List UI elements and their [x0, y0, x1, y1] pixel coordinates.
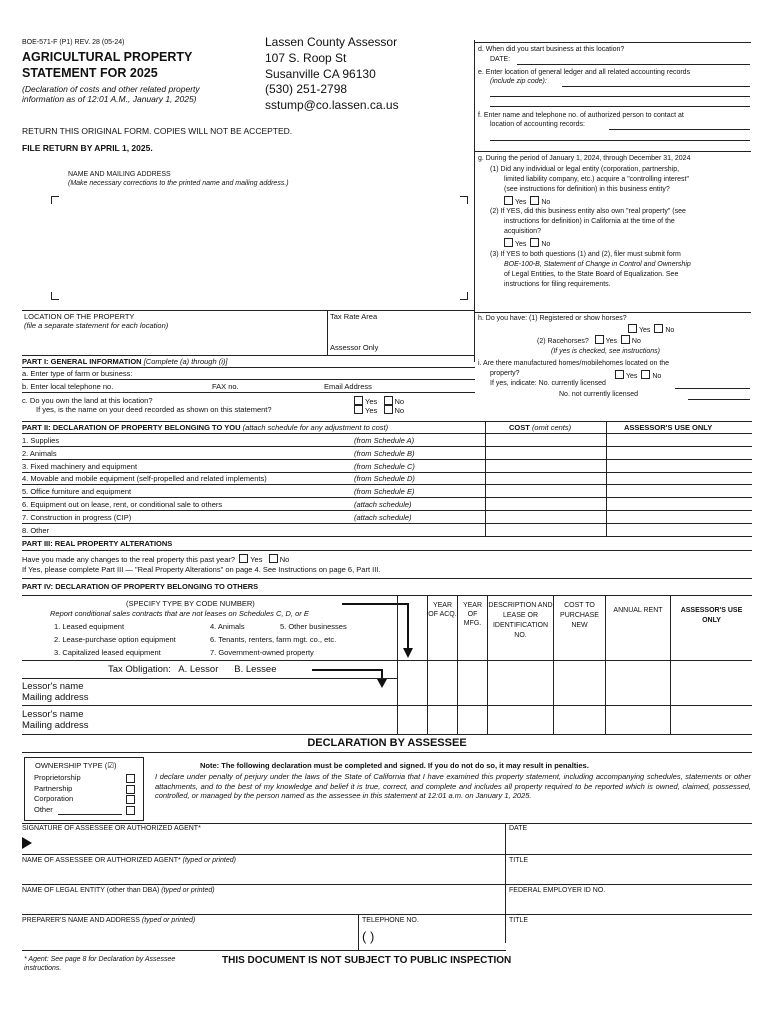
address-corner-tl: [51, 196, 59, 204]
part2-row-rule: [22, 446, 752, 447]
mailing-address-label: NAME AND MAILING ADDRESS: [68, 171, 171, 178]
part2-cost-input[interactable]: [487, 472, 605, 484]
no-label: No: [652, 373, 662, 380]
agent-name-label-text: NAME OF ASSESSEE OR AUTHORIZED AGENT*: [22, 857, 181, 864]
g1-yes-checkbox[interactable]: [504, 196, 513, 205]
ledger-location-input-3[interactable]: [490, 106, 750, 107]
question-g2-b: instructions for definition) in California at the time of the: [504, 218, 675, 225]
ownership-type-checkbox[interactable]: [126, 774, 135, 783]
part1-title: [22, 357, 227, 366]
h2-no-checkbox[interactable]: [621, 335, 630, 344]
start-date-input[interactable]: [517, 64, 750, 65]
part2-row-rule: [22, 472, 752, 473]
declaration-text: I declare under penalty of perjury under the laws of the State of California that I have examined this property statement, including accompanying schedules, statements or other attachments, and to the best of my knowledge and belief it is true, correct, and complete and includes all property required to be reported which is owned, claimed, possessed, controlled, or managed by the person named as the assessee in this statement at 12:01 a.m. on January 1, 2025.: [155, 772, 751, 800]
part3-top-rule: [22, 536, 752, 537]
code-5: 5. Other businesses: [280, 622, 347, 631]
declaration-title: DECLARATION BY ASSESSEE: [307, 737, 467, 749]
ownership-type-checkbox[interactable]: [126, 785, 135, 794]
mailing-address-hint: (Make necessary corrections to the printed name and mailing address.): [68, 180, 289, 187]
ownership-type-label: Proprietorship: [34, 773, 81, 782]
form-subtitle: (Declaration of costs and other related property information as of 12:01 A.M., January 1, 2025): [22, 84, 200, 104]
assessor-email: sstump@co.lassen.ca.us: [265, 98, 399, 112]
lessor-row-rule: [22, 705, 752, 706]
tax-obligation-arrow-icon: [310, 664, 390, 690]
preparer-title-label: TITLE: [509, 917, 529, 924]
ledger-location-input-2[interactable]: [490, 96, 750, 97]
p4-col-code: [397, 595, 398, 735]
lessor-name-2: Lessor's name: [22, 709, 84, 720]
g2-no-checkbox[interactable]: [530, 238, 539, 247]
question-g1-c: (see instructions for definition) in this business entity?: [504, 186, 670, 193]
signature-label: SIGNATURE OF ASSESSEE OR AUTHORIZED AGENT*: [22, 825, 201, 832]
own-land-no-checkbox[interactable]: [384, 396, 393, 405]
return-original-note: RETURN THIS ORIGINAL FORM. COPIES WILL NOT BE ACCEPTED.: [22, 126, 293, 136]
tax-obligation: [108, 664, 276, 675]
agent-title-field[interactable]: [509, 866, 749, 882]
fax-label: FAX no.: [212, 382, 239, 391]
part2-row-source: (from Schedule C): [354, 462, 415, 471]
preparer-bottom-rule: [22, 950, 506, 951]
g2-yes-checkbox[interactable]: [504, 238, 513, 247]
question-h: h. Do you have: (1) Registered or show horses?: [478, 315, 627, 322]
cost-new-header: COST TO PURCHASE NEW: [560, 602, 599, 629]
declaration-note: Note: The following declaration must be completed and signed. If you do not do so, it may result in penalties.: [200, 761, 589, 770]
ownership-type-checkbox[interactable]: [126, 806, 135, 815]
no-label: No: [631, 338, 641, 345]
part2-title: [22, 423, 388, 432]
date-label: DATE: [509, 825, 528, 832]
question-f-2: location of accounting records:: [490, 121, 585, 128]
preparer-field[interactable]: [24, 926, 354, 948]
ledger-location-input-1[interactable]: [562, 86, 750, 87]
address-corner-br: [460, 292, 468, 300]
address-corner-bl: [51, 292, 59, 300]
part2-row-source: (from Schedule D): [354, 474, 415, 483]
legal-entity-label-text: NAME OF LEGAL ENTITY (other than DBA): [22, 887, 160, 894]
part2-row-label: 8. Other: [22, 526, 50, 535]
part3-note: If Yes, please complete Part III — "Real Property Alterations" on page 4. See Instructions on page 6, Part III.: [22, 565, 381, 574]
right-col-top-rule: [475, 42, 751, 43]
part1-c: c. Do you own the land at this location?: [22, 396, 153, 405]
cost-header: [509, 423, 571, 432]
mailing-address-2: Mailing address: [22, 720, 89, 731]
licensed-count-input[interactable]: [675, 388, 750, 389]
p4-col-rent: [605, 595, 606, 735]
question-g: g. During the period of January 1, 2024, through December 31, 2024: [478, 155, 691, 162]
property-location-field[interactable]: [24, 332, 324, 354]
telephone-field[interactable]: ( ): [362, 929, 375, 944]
h1-no-checkbox[interactable]: [654, 324, 663, 333]
question-h2-label: (2) Racehorses?: [537, 338, 589, 345]
part2-row-label: 2. Animals: [22, 449, 57, 458]
question-g1-b: limited liability company, etc.) acquire a "controlling interest": [504, 176, 689, 183]
question-i: i. Are there manufactured homes/mobilehomes located on the: [478, 360, 670, 367]
contact-person-input[interactable]: [609, 129, 750, 130]
unlicensed-count-input[interactable]: [688, 399, 750, 400]
ownership-type-label: Partnership: [34, 783, 73, 793]
part3-question-text: Have you made any changes to the real property this past year?: [22, 555, 236, 564]
yes-label: Yes: [605, 338, 618, 345]
agent-title-label: TITLE: [509, 857, 529, 864]
lessee-option[interactable]: B. Lessee: [234, 664, 277, 675]
address-corner-tr: [460, 196, 468, 204]
ownership-other-input[interactable]: [58, 814, 122, 815]
lessor-name-1: Lessor's name: [22, 681, 84, 692]
g1-yes-no: [504, 196, 550, 206]
part1-a-rule: [22, 367, 475, 368]
assessor-use-header: ASSESSOR'S USE ONLY: [624, 423, 713, 432]
question-g3-d: instructions for filing requirements.: [504, 281, 611, 288]
yes-label: Yes: [515, 241, 527, 248]
signature-top-rule: [22, 823, 752, 824]
assessor-use-only-header: ASSESSOR'S USE ONLY: [680, 607, 743, 624]
ownership-type-label: Corporation: [34, 794, 74, 803]
form-title-line1: AGRICULTURAL PROPERTY: [22, 50, 193, 64]
part2-cost-input[interactable]: [487, 447, 605, 459]
agent-name-label: [22, 857, 236, 864]
question-e: e. Enter location of general ledger and all related accounting records: [478, 69, 691, 76]
h2-yes-checkbox[interactable]: [595, 335, 604, 344]
yes-label: Yes: [365, 406, 378, 415]
right-col-h-rule: [475, 312, 751, 313]
location-hint: (file a separate statement for each location): [24, 321, 169, 330]
part2-cost-input[interactable]: [487, 524, 605, 536]
assessor-address1: 107 S. Roop St: [265, 51, 347, 65]
lessor-option[interactable]: A. Lessor: [178, 664, 219, 675]
code-4: 4. Animals: [210, 622, 245, 631]
part2-cost-divider: [485, 421, 486, 536]
part2-row-source: (attach schedule): [354, 500, 412, 509]
part1-b: b. Enter local telephone no.: [22, 382, 114, 391]
part3-question: [22, 554, 289, 564]
p4-header-bottom-rule: [22, 660, 752, 661]
part2-row-label: 5. Office furniture and equipment: [22, 487, 132, 496]
ownership-type-checkbox[interactable]: [126, 795, 135, 804]
part2-cost-input[interactable]: [487, 460, 605, 472]
g1-no-checkbox[interactable]: [530, 196, 539, 205]
location-top-rule: [22, 310, 475, 311]
code-6: 6. Tenants, renters, farm mgt. co., etc.: [210, 635, 337, 644]
part2-row-source: (attach schedule): [354, 513, 412, 522]
yes-label: Yes: [515, 199, 527, 206]
year-acq-header: YEAR OF ACQ.: [428, 602, 457, 618]
public-inspection-note: THIS DOCUMENT IS NOT SUBJECT TO PUBLIC INSPECTION: [222, 955, 512, 966]
assessor-phone: (530) 251-2798: [265, 82, 348, 96]
part2-row-source: (from Schedule A): [354, 436, 415, 445]
fein-label: FEDERAL EMPLOYER ID NO.: [509, 887, 606, 894]
code-2: 2. Lease-purchase option equipment: [54, 635, 176, 644]
phone-divider: [358, 914, 359, 950]
file-by-date: FILE RETURN BY APRIL 1, 2025.: [22, 143, 153, 153]
part2-row-source: (from Schedule E): [354, 487, 415, 496]
question-i-2: property?: [490, 370, 520, 377]
annual-rent-header: ANNUAL RENT: [613, 607, 663, 614]
assessor-name: Lassen County Assessor: [265, 35, 398, 49]
part1-c-rule: [22, 392, 475, 393]
location-label: LOCATION OF THE PROPERTY: [24, 312, 135, 321]
part2-row-label: 7. Construction in progress (CIP): [22, 513, 132, 522]
part4-bottom-rule: [22, 734, 752, 735]
legal-entity-rule: [22, 884, 752, 885]
question-d: d. When did you start business at this location?: [478, 46, 625, 53]
preparer-label-text: PREPARER'S NAME AND ADDRESS: [22, 917, 140, 924]
part1-title-hint: [Complete (a) through (i)]: [143, 357, 228, 366]
tax-obligation-label: Tax Obligation:: [108, 664, 171, 675]
i-yes-no: [615, 370, 661, 380]
assessor-only-label: Assessor Only: [330, 343, 379, 352]
no-label: No: [394, 406, 405, 415]
question-h2: [537, 335, 641, 345]
question-g1: (1) Did any individual or legal entity (corporation, partnership,: [490, 166, 680, 173]
agent-footnote: * Agent: See page 8 for Declaration by Assessee instructions.: [24, 956, 176, 972]
code-1: 1. Leased equipment: [54, 622, 125, 631]
year-mfg-header: YEAR OF MFG.: [462, 602, 483, 627]
part2-row-label: 1. Supplies: [22, 436, 60, 445]
part2-top-rule: [22, 421, 752, 422]
code-7: 7. Government-owned property: [210, 648, 314, 657]
part2-row-label: 4. Movable and mobile equipment (self-propelled and related implements): [22, 474, 267, 483]
preparer-rule: [22, 914, 752, 915]
no-label: No: [665, 327, 675, 334]
telephone-label: TELEPHONE NO.: [362, 917, 419, 924]
part1-top-rule: [22, 355, 475, 356]
i-no-checkbox[interactable]: [641, 370, 650, 379]
part2-title-hint: (attach schedule for any adjustment to cost): [242, 423, 389, 432]
alterations-no-checkbox[interactable]: [269, 554, 278, 563]
part3-title: PART III: REAL PROPERTY ALTERATIONS: [22, 539, 173, 548]
cost-header-text: COST: [509, 423, 530, 432]
agent-name-rule: [22, 854, 752, 855]
code-3: 3. Capitalized leased equipment: [54, 648, 161, 657]
yes-label: Yes: [250, 555, 263, 564]
typed-hint: (typed or printed): [161, 887, 215, 894]
question-i-3: If yes, indicate: No. currently licensed: [490, 380, 606, 387]
yes-label: Yes: [639, 327, 651, 334]
location-divider: [327, 310, 328, 355]
part4-title-rule: [22, 595, 752, 596]
question-f: f. Enter name and telephone no. of authorized person to contact at: [478, 112, 684, 119]
no-label: No: [394, 397, 405, 406]
deed-name-yes-checkbox[interactable]: [354, 405, 363, 414]
agent-name-field[interactable]: [24, 866, 502, 882]
g2-yes-no: [504, 238, 550, 248]
deed-name-no-checkbox[interactable]: [384, 405, 393, 414]
typed-hint: (typed or printed): [141, 917, 196, 924]
part1-a: a. Enter type of farm or business:: [22, 369, 133, 378]
question-i-4: No. not currently licensed: [559, 391, 638, 398]
description-header: DESCRIPTION AND LEASE OR IDENTIFICATION NO.: [488, 602, 553, 639]
right-col-g-rule: [475, 151, 751, 152]
form-id: BOE-571-F (P1) REV. 28 (05-24): [22, 39, 125, 46]
h1-yes-checkbox[interactable]: [628, 324, 637, 333]
code-arrow-icon: [340, 598, 420, 660]
question-d-date-label: DATE:: [490, 56, 511, 63]
part2-row-label: 6. Equipment out on lease, rent, or conditional sale to others: [22, 500, 223, 509]
form-title-line2: STATEMENT FOR 2025: [22, 66, 158, 80]
mailing-address-1: Mailing address: [22, 692, 89, 703]
part2-row-rule: [22, 510, 752, 511]
i-yes-checkbox[interactable]: [615, 370, 624, 379]
no-label: No: [279, 555, 290, 564]
part1-c2: If yes, is the name on your deed recorded as shown on this statement?: [36, 405, 272, 414]
part2-cost-input[interactable]: [487, 434, 605, 446]
upper-column-divider: [474, 40, 475, 362]
part2-cost-input[interactable]: [487, 498, 605, 510]
yes-label: Yes: [626, 373, 638, 380]
no-label: No: [541, 241, 551, 248]
mailing-address-field[interactable]: [60, 205, 455, 289]
declaration-title-rule: [22, 752, 752, 753]
ownership-type-label: OWNERSHIP TYPE (☑): [35, 761, 117, 770]
assessor-address2: Susanville CA 96130: [265, 67, 376, 81]
part3-title-rule: [22, 550, 752, 551]
question-g2: (2) If YES, did this business entity also own "real property" (see: [490, 208, 686, 215]
own-land-yes-checkbox[interactable]: [354, 396, 363, 405]
signature-divider: [505, 823, 506, 943]
question-g3-c: of Legal Entities, to the State Board of Equalization. See: [504, 271, 679, 278]
part2-row-source: (from Schedule B): [354, 449, 415, 458]
tax-rate-area-label: Tax Rate Area: [330, 312, 378, 321]
part2-row-rule: [22, 523, 752, 524]
no-label: No: [541, 199, 551, 206]
tax-obligation-rule: [22, 678, 398, 679]
part4-top-rule: [22, 578, 752, 579]
part2-title-text: PART II: DECLARATION OF PROPERTY BELONGING TO YOU: [22, 423, 241, 432]
legal-entity-label: [22, 887, 215, 894]
email-label: Email Address: [324, 382, 372, 391]
part2-cost-input[interactable]: [487, 485, 605, 497]
part2-cost-input[interactable]: [487, 511, 605, 523]
question-h-note: (If yes is checked, see instructions): [551, 348, 660, 355]
legal-entity-field[interactable]: [24, 896, 502, 912]
conditional-sales-note: Report conditional sales contracts that are not leases on Schedules C, D, or E: [50, 609, 309, 618]
yes-label: Yes: [365, 397, 378, 406]
h1-yes-no: [628, 324, 674, 334]
c2-yes-no: [354, 405, 404, 415]
preparer-title-field[interactable]: [509, 926, 749, 948]
part2-row-rule: [22, 459, 752, 460]
preparer-label: [22, 917, 195, 924]
alterations-yes-checkbox[interactable]: [239, 554, 248, 563]
part1-b-rule: [22, 379, 475, 380]
fein-field[interactable]: [509, 896, 749, 912]
question-g3: (3) If YES to both questions (1) and (2), filer must submit form: [490, 251, 681, 258]
question-e-hint: (include zip code):: [490, 78, 547, 85]
part4-title: PART IV: DECLARATION OF PROPERTY BELONGING TO OTHERS: [22, 582, 259, 591]
signature-field[interactable]: [40, 833, 500, 853]
part2-assessor-divider: [606, 421, 607, 536]
part2-header-rule: [22, 433, 752, 434]
part1-title-text: PART I: GENERAL INFORMATION: [22, 357, 142, 366]
part2-row-rule: [22, 484, 752, 485]
part2-row-rule: [22, 497, 752, 498]
contact-person-input-2[interactable]: [490, 140, 750, 141]
specify-type-label: (SPECIFY TYPE BY CODE NUMBER): [126, 599, 255, 608]
part2-row-label: 3. Fixed machinery and equipment: [22, 462, 138, 471]
question-g3-b: BOE-100-B, Statement of Change in Control and Ownership: [504, 261, 691, 268]
question-g2-c: acquisition?: [504, 228, 541, 235]
typed-hint: (typed or printed): [182, 857, 236, 864]
ownership-type-label: Other: [34, 804, 53, 814]
cost-header-hint: (omit cents): [531, 423, 572, 432]
sign-here-arrow-icon: [22, 837, 32, 851]
signature-date-field[interactable]: [509, 835, 749, 853]
